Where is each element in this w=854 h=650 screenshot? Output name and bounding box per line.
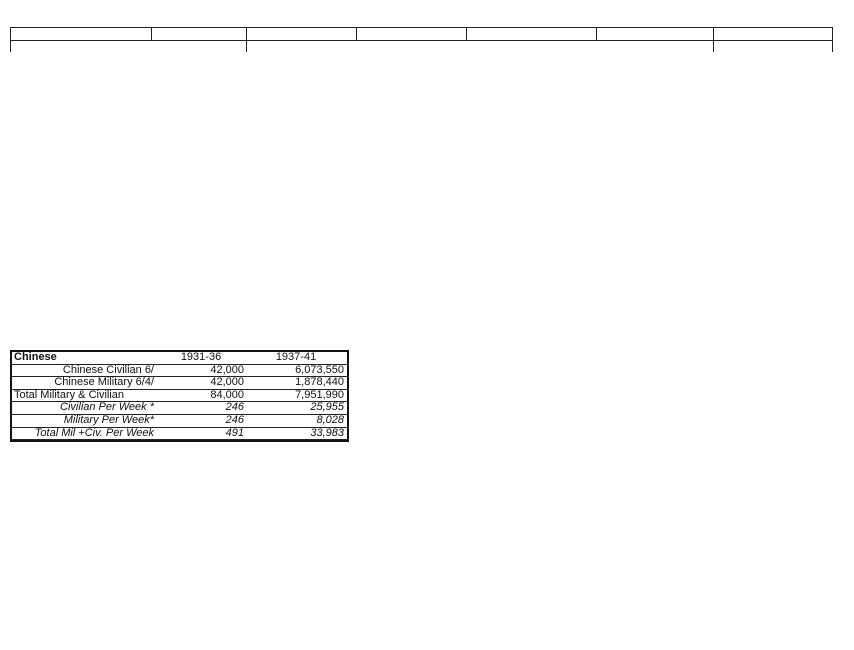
events-banner-row <box>11 40 833 52</box>
chinese-1937-value: 7,951,990 <box>295 389 344 401</box>
chinese-1931-value: 42,000 <box>210 364 244 376</box>
event-cell <box>11 40 247 52</box>
col-header <box>152 28 247 41</box>
events-banner <box>247 40 714 52</box>
col-header <box>467 28 597 41</box>
chinese-1937-value: 1,878,440 <box>295 377 344 389</box>
chinese-1931-value: 246 <box>225 414 244 426</box>
chinese-row-label: Civilian Per Week * <box>60 402 154 414</box>
chinese-row-label: Total Military & Civilian <box>14 389 125 401</box>
chinese-row-label: Military Per Week* <box>63 414 154 426</box>
chinese-col-1931: 1931-36 <box>180 351 222 363</box>
table-header-row <box>11 28 833 41</box>
planned-fall <box>714 40 833 52</box>
chinese-table <box>10 350 349 442</box>
war-deaths-table <box>10 27 833 52</box>
chinese-row-label: Total Mil +Civ. Per Week <box>34 427 154 439</box>
col-header <box>11 28 152 41</box>
col-header <box>597 28 714 41</box>
chinese-1937-value: 6,073,550 <box>295 364 344 376</box>
chinese-1931-value: 84,000 <box>210 389 244 401</box>
chinese-header <box>12 352 347 365</box>
chinese-1937-value: 25,955 <box>310 402 344 414</box>
chinese-1937-value: 33,983 <box>310 427 344 439</box>
chinese-row <box>12 365 347 378</box>
chinese-row <box>12 402 347 415</box>
col-header <box>714 28 833 41</box>
chinese-row-label: Chinese Military 6/4/ <box>54 377 154 389</box>
chinese-row-label: Chinese Civilian 6/ <box>62 364 154 376</box>
chinese-row <box>12 428 347 441</box>
chinese-1931-value: 491 <box>225 427 244 439</box>
chinese-label: Chinese <box>14 351 57 363</box>
chinese-1931-value: 246 <box>225 402 244 414</box>
chinese-col-1937: 1937-41 <box>275 351 317 363</box>
chinese-1931-value: 42,000 <box>210 377 244 389</box>
chinese-row <box>12 377 347 390</box>
chinese-row <box>12 390 347 403</box>
chinese-row <box>12 415 347 428</box>
col-header <box>247 28 357 41</box>
chinese-1937-value: 8,028 <box>316 414 344 426</box>
col-header <box>357 28 467 41</box>
